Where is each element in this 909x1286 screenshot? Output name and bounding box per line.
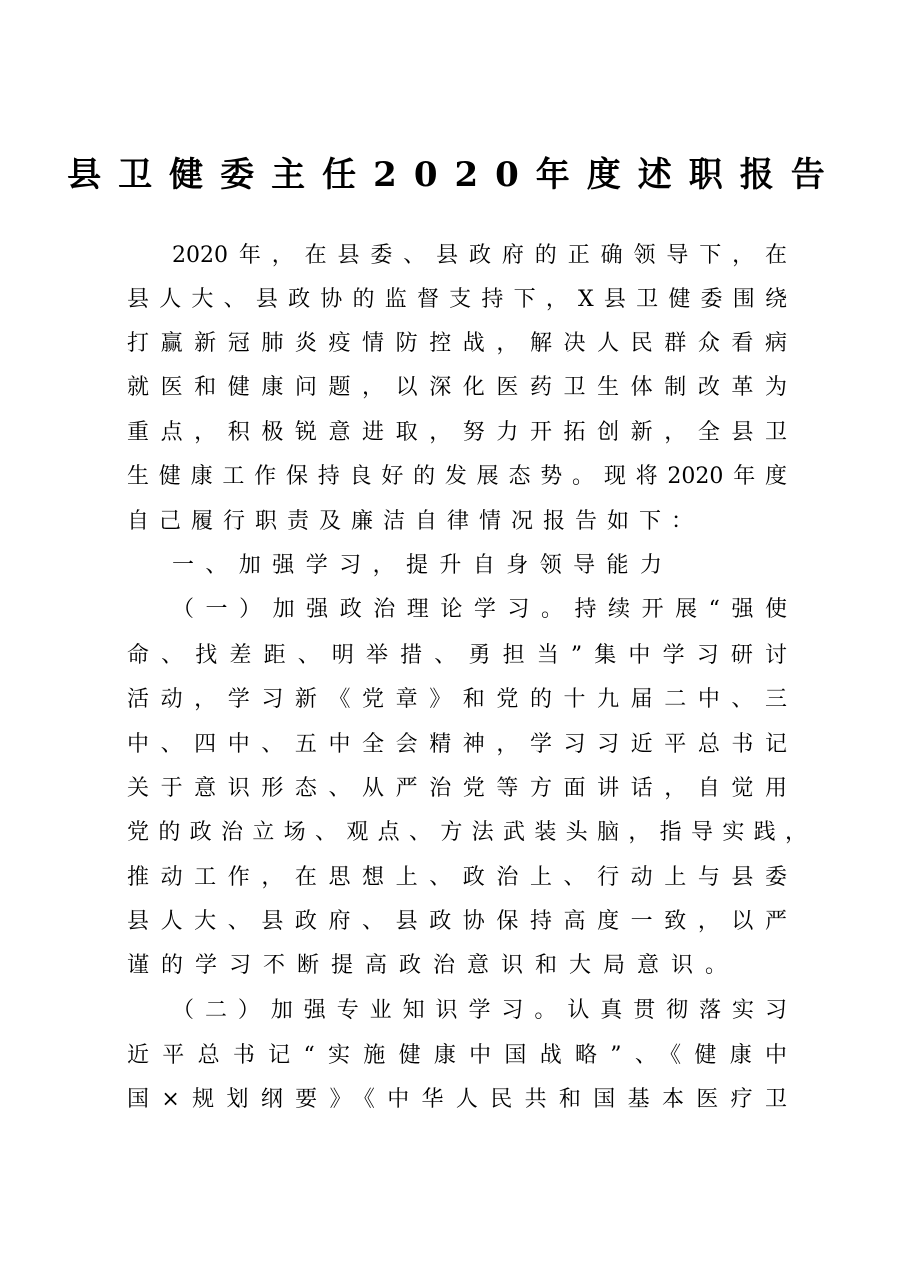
paragraph-line: 推动工作，在思想上、政治上、行动上与县委 — [127, 865, 787, 890]
paragraph-line: 谨的学习不断提高政治意识和大局意识。 — [127, 953, 740, 978]
paragraph-line: 关于意识形态、从严治党等方面讲话，自觉用 — [127, 776, 787, 801]
paragraph-line: 命、找差距、明举措、勇担当”集中学习研讨 — [127, 643, 787, 668]
paragraph-line: 县人大、县政协的监督支持下，X县卫健委围绕 — [127, 287, 787, 312]
paragraph-line: 中、四中、五中全会精神，学习习近平总书记 — [127, 732, 787, 757]
paragraph-line: 近平总书记“实施健康中国战略”、《健康中 — [127, 1043, 787, 1068]
paragraph-line: 重点，积极锐意进取，努力开拓创新，全县卫 — [127, 420, 787, 445]
section-heading: 一、加强学习，提升自身领导能力 — [172, 553, 662, 578]
paragraph-line: 活动，学习新《党章》和党的十九届二中、三 — [127, 687, 787, 712]
paragraph-line: 自己履行职责及廉洁自律情况报告如下： — [127, 509, 704, 534]
paragraph-line: （一）加强政治理论学习。持续开展“强使 — [172, 597, 787, 622]
paragraph-line: 县人大、县政府、县政协保持高度一致，以严 — [127, 909, 787, 934]
document-title: 县卫健委主任2020年度述职报告 — [67, 155, 842, 195]
paragraph-line: 生健康工作保持良好的发展态势。现将2020年度 — [127, 464, 787, 489]
paragraph-line: 2020年，在县委、县政府的正确领导下，在 — [172, 243, 787, 268]
paragraph-line: 打赢新冠肺炎疫情防控战，解决人民群众看病 — [127, 331, 787, 356]
paragraph-line: （二）加强专业知识学习。认真贯彻落实习 — [172, 998, 787, 1023]
paragraph-line: 党的政治立场、观点、方法武装头脑，指导实践， — [127, 820, 807, 845]
paragraph-line: 国×规划纲要》《中华人民共和国基本医疗卫 — [127, 1087, 787, 1112]
paragraph-line: 就医和健康问题，以深化医药卫生体制改革为 — [127, 375, 787, 400]
